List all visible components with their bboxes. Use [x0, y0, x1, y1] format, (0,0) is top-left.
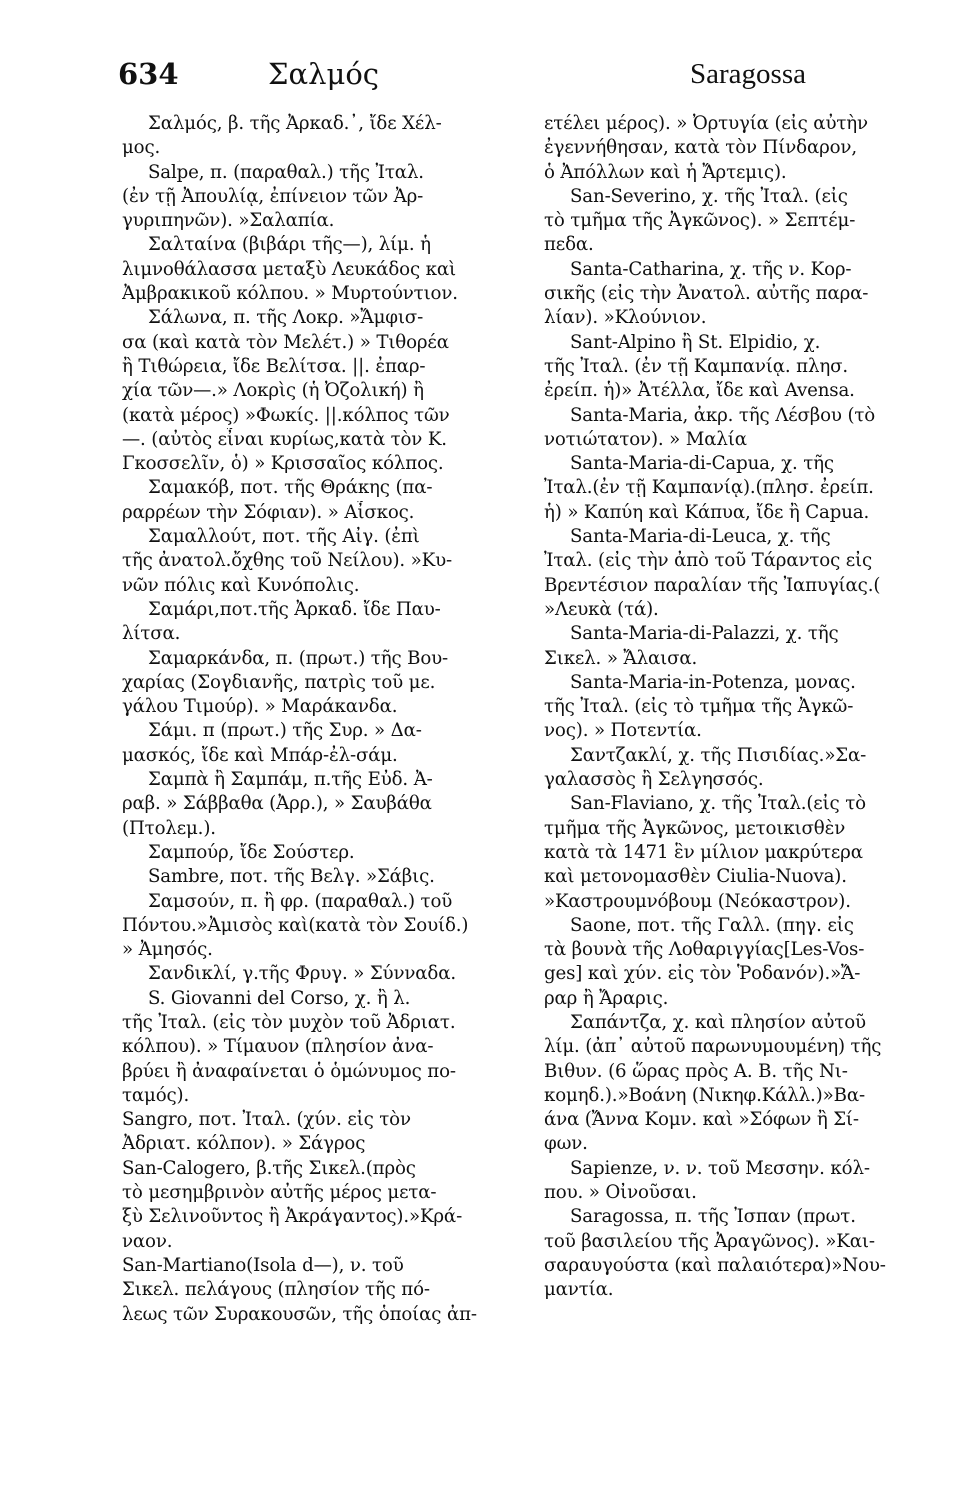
text-line: » Ἀμησός. [122, 939, 213, 961]
text-line: τὸ τμῆμα τῆς Ἀγκῶνος). » Σεπτέμ- [544, 210, 856, 232]
text-line: Santa-Maria, ἀκρ. τῆς Λέσβου (τὸ [570, 404, 876, 426]
text-line: San-Martiano(Isola d—), ν. τοῦ [122, 1254, 404, 1276]
text-line: λίαν). »Κλούνιον. [544, 307, 707, 329]
text-line: Santa-Maria-di-Palazzi, χ. τῆς [570, 623, 839, 645]
text-line: ἐγεννήθησαν, κατὰ τὸν Πίνδαρον, [544, 137, 857, 159]
text-line: άνα (Ἄννα Κομν. καὶ »Σόφων ἢ Σί- [544, 1109, 859, 1131]
text-line: Σαλταίνα (βιβάρι τῆς—), λίμ. ἡ [148, 234, 431, 256]
text-line: —. (αὐτὸς εἶναι κυρίως,κατὰ τὸν Κ. [122, 428, 447, 450]
text-line: San-Flaviano, χ. τῆς Ἰταλ.(εἰς τὸ [570, 793, 866, 815]
text-line: Σαντζακλί, χ. τῆς Πισιδίας.»Σα- [570, 744, 867, 766]
text-line: Πόντου.»Ἀμισὸς καὶ(κατὰ τὸν Σουίδ.) [122, 914, 469, 936]
text-line: λίτσα. [122, 623, 181, 645]
text-line: σικῆς (εἰς τὴν Ἀνατολ. αὐτῆς παρα- [544, 283, 869, 305]
text-line: Sambre, ποτ. τῆς Βελγ. »Σάβις. [148, 866, 435, 888]
text-line: ετέλει μέρος). » Ὀρτυγία (εἰς αὐτὴν [544, 113, 868, 134]
text-line: Santa-Maria-di-Capua, χ. τῆς [570, 453, 834, 475]
text-line: τῆς Ἰταλ. (εἰς τὸ τμῆμα τῆς Ἀγκῶ- [544, 696, 854, 718]
text-line: γυριπηνῶν). »Σαλαπία. [122, 210, 335, 232]
text-line: νοτιώτατον). » Μαλία [544, 428, 747, 450]
running-title-right: Saragossa [690, 58, 806, 90]
text-line: ναον. [122, 1230, 173, 1252]
text-line: Saragossa, π. τῆς Ἰσπαν (πρωτ. [570, 1206, 856, 1228]
text-line: λίμ. (ἀπ᾽ αὐτοῦ παρωνυμουμένη) τῆς [544, 1036, 882, 1058]
text-line: Santa-Maria-di-Leuca, χ. τῆς [570, 526, 831, 548]
text-line: φων. [544, 1133, 588, 1155]
text-line: Sant-Alpino ἢ St. Elpidio, χ. [570, 331, 821, 353]
text-line: Σαμακόβ, ποτ. τῆς Θράκης (πα- [148, 477, 433, 499]
text-line: Γκοσσελῖν, ὁ) » Κρισσαῖος κόλπος. [122, 453, 444, 475]
text-line: Βιθυν. (6 ὥρας πρὸς Α. Β. τῆς Νι- [544, 1060, 848, 1082]
running-title-left: Σαλμός [268, 57, 380, 91]
text-line: κατὰ τὰ 1471 ἓν μίλιον μακρύτερα [544, 841, 863, 863]
page-number: 634 [118, 57, 179, 91]
text-line: (ἐν τῇ Ἀπουλίᾳ, ἐπίνειον τῶν Ἀρ- [122, 185, 424, 207]
text-line: τὸ μεσημβρινὸν αὐτῆς μέρος μετα- [122, 1182, 437, 1204]
text-line: Saone, ποτ. τῆς Γαλλ. (πηγ. εἰς [570, 914, 854, 936]
text-line: ραρρέων τὴν Σόφιαν). » Αἶσκος. [122, 501, 415, 523]
text-line: »Καστρουμνόβουμ (Νεόκαστρον). [544, 890, 851, 912]
text-line: Σαλμός, β. τῆς Ἀρκαδ.᾽, ἴδε Χέλ- [148, 113, 442, 134]
text-line: Σαμαρκάνδα, π. (πρωτ.) τῆς Βου- [148, 647, 449, 669]
text-line: χία τῶν—.» Λοκρὶς (ἡ Ὀζολική) ἢ [122, 380, 424, 402]
text-line: Σαπάντζα, χ. καὶ πλησίον αὐτοῦ [570, 1011, 866, 1033]
text-line: Σαμσούν, π. ἢ φρ. (παραθαλ.) τοῦ [148, 890, 453, 912]
text-line: Σικελ. πελάγους (πλησίον τῆς πό- [122, 1279, 430, 1301]
text-line: Σαμπὰ ἢ Σαμπάμ, π.τῆς Εὐδ. Ἀ- [148, 769, 433, 791]
text-line: βρύει ἢ ἀναφαίνεται ὁ ὁμώνυμος πο- [122, 1060, 456, 1082]
text-line: (Πτολεμ.). [122, 817, 216, 839]
text-line: καὶ μετονομασθὲν Ciulia-Nuova). [544, 866, 847, 888]
text-line: νος). » Ποτεντία. [544, 720, 702, 742]
text-line: ταμός). [122, 1084, 190, 1106]
text-line: ges] καὶ χύν. εἰς τὸν Ῥοδανόν).»Ἄ- [544, 963, 861, 985]
text-line: San-Severino, χ. τῆς Ἰταλ. (εἰς [570, 185, 848, 207]
text-line: Sapienze, ν. ν. τοῦ Μεσσην. κόλ- [570, 1157, 870, 1179]
text-line: Σάλωνα, π. τῆς Λοκρ. »Ἄμφισ- [148, 307, 424, 329]
text-line: Βρεντέσιον παραλίαν τῆς Ἰαπυγίας.( [544, 574, 881, 596]
text-line: (κατὰ μέρος) »Φωκίς. ||.κόλπος τῶν [122, 404, 450, 426]
text-line: Santa-Catharina, χ. τῆς ν. Κορ- [570, 258, 852, 280]
text-line: Σαμαλλούτ, ποτ. τῆς Αἰγ. (ἐπὶ [148, 526, 420, 548]
text-line: Ἀμβρακικοῦ κόλπου. » Μυρτούντιον. [122, 283, 458, 305]
text-line: ραβ. » Σάββαθα (Ἀρρ.), » Σαυβάθα [122, 793, 432, 815]
text-line: ἡ) » Καπύη καὶ Κάπυα, ἴδε ἢ Capua. [544, 501, 870, 523]
text-line: ἐρείπ. ἡ)» Ἀτέλλα, ἴδε καὶ Avensa. [544, 380, 855, 402]
text-line: λιμνοθάλασσα μεταξὺ Λευκάδος καὶ [122, 258, 456, 280]
text-line: Σαμπούρ, ἴδε Σούστερ. [148, 841, 355, 863]
text-line: τῆς Ἰταλ. (εἰς τὸν μυχὸν τοῦ Ἀδριατ. [122, 1011, 456, 1033]
text-line: μος. [122, 137, 161, 159]
text-line: Santa-Maria-in-Potenza, μονας. [570, 671, 856, 693]
left-column [122, 112, 507, 1327]
text-line: Ἀδριατ. κόλπον). » Σάγρος [122, 1133, 366, 1155]
text-line: τῆς ἀνατολ.ὄχθης τοῦ Νείλου). »Κυ- [122, 550, 452, 572]
text-line: σα (καὶ κατὰ τὸν Μελέτ.) » Τιθορέα [122, 331, 449, 353]
text-line: Σανδικλί, γ.τῆς Φρυγ. » Σύνναδα. [148, 963, 456, 985]
text-line: νῶν πόλις καὶ Κυνόπολις. [122, 574, 360, 596]
text-line: μασκός, ἴδε καὶ Μπάρ-ἐλ-σάμ. [122, 744, 398, 766]
text-line: τοῦ βασιλείου τῆς Ἀραγῶνος). »Και- [544, 1230, 875, 1252]
text-line: γάλου Τιμούρ). » Μαράκανδα. [122, 696, 398, 718]
text-line: κομηδ.).»Βοάνη (Νικηφ.Κάλλ.)»Βα- [544, 1084, 865, 1106]
text-line: τὰ βουνὰ τῆς Λοθαριγγίας[Les-Vos- [544, 939, 865, 961]
text-line: χαρίας (Σογδιανῆς, πατρὶς τοῦ με. [122, 671, 436, 693]
text-line: μαντία. [544, 1279, 614, 1301]
text-line: γαλασσὸς ἢ Σελγησσός. [544, 769, 764, 791]
text-line: ὁ Ἀπόλλων καὶ ἡ Ἄρτεμις). [544, 161, 787, 183]
text-line: λεως τῶν Συρακουσῶν, τῆς ὁποίας ἀπ- [122, 1303, 477, 1325]
right-column [544, 112, 929, 1303]
text-line: Σικελ. » Ἄλαισα. [544, 647, 698, 669]
text-line: που. » Οἰνοῦσαι. [544, 1182, 697, 1204]
text-line: τῆς Ἰταλ. (ἐν τῇ Καμπανίᾳ. πλησ. [544, 355, 848, 377]
text-line: »Λευκὰ (τά). [544, 598, 659, 620]
text-line: Ἰταλ.(ἐν τῇ Καμπανίᾳ).(πλησ. ἐρείπ. [544, 477, 874, 499]
text-line: ραρ ἢ Ἄραρις. [544, 987, 669, 1009]
text-line: σαραυγούστα (καὶ παλαιότερα)»Νου- [544, 1254, 886, 1276]
text-line: Salpe, π. (παραθαλ.) τῆς Ἰταλ. [148, 161, 424, 183]
text-line: Sangro, ποτ. Ἰταλ. (χύν. εἰς τὸν [122, 1109, 411, 1131]
text-line: Σάμι. π (πρωτ.) τῆς Συρ. » Δα- [148, 720, 422, 742]
text-line: τμῆμα τῆς Ἀγκῶνος, μετοικισθὲν [544, 817, 846, 839]
text-line: κόλπου). » Τίμαυον (πλησίον ἀνα- [122, 1036, 434, 1058]
text-line: ἢ Τιθώρεια, ἴδε Βελίτσα. ||. ἐπαρ- [122, 355, 426, 377]
text-line: πεδα. [544, 234, 594, 256]
text-line: S. Giovanni del Corso, χ. ἢ λ. [148, 987, 411, 1009]
text-line: ξὺ Σελινοῦντος ἢ Ἀκράγαντος).»Κρά- [122, 1206, 463, 1228]
text-line: Σαμάρι,ποτ.τῆς Ἀρκαδ. ἴδε Παυ- [148, 598, 441, 620]
text-line: Ἰταλ. (εἰς τὴν ἀπὸ τοῦ Τάραντος εἰς [544, 550, 873, 572]
text-line: San-Calogero, β.τῆς Σικελ.(πρὸς [122, 1157, 416, 1179]
